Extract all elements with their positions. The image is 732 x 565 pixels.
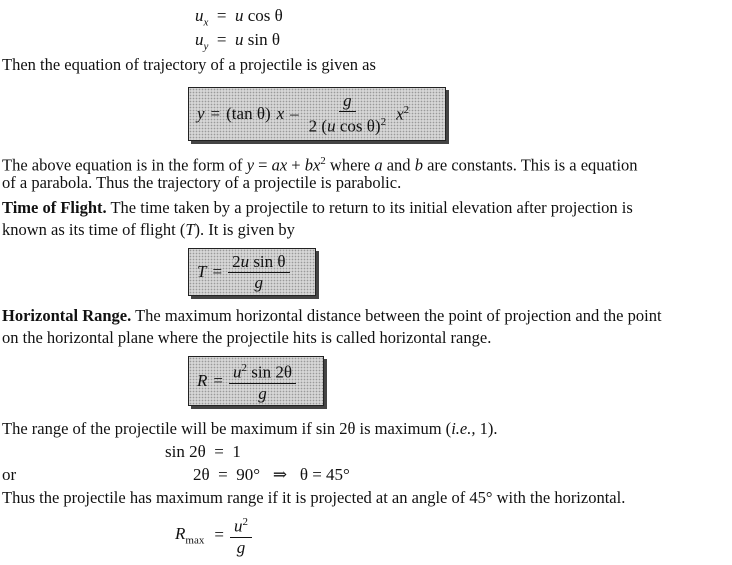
tof-text2a: known as its time of flight ( bbox=[2, 220, 186, 239]
ux-rhs-u: u bbox=[234, 6, 244, 25]
tof-text2b: ). It is given by bbox=[194, 220, 295, 239]
T-eq: = bbox=[212, 262, 223, 281]
R-num-sup: 2 bbox=[241, 362, 247, 375]
eq-2theta-90 bbox=[193, 465, 350, 485]
p3-a: The range of the projectile will be maximum if sin 2θ is maximum ( bbox=[2, 419, 452, 438]
horizontal-range-heading: Horizontal Range. bbox=[2, 306, 132, 325]
rmax-fraction bbox=[230, 512, 252, 558]
uy-eq: = bbox=[216, 30, 227, 49]
p3-ie: i.e., bbox=[451, 419, 476, 438]
sin-rhs: 1 bbox=[232, 442, 241, 461]
traj-x2: x bbox=[396, 104, 404, 124]
horizontal-range-line2: on the horizontal plane where the projectile hits is called horizontal range. bbox=[2, 328, 492, 347]
p2-c: + bbox=[287, 155, 305, 175]
or-label: or bbox=[2, 465, 17, 484]
p2-b: = bbox=[254, 155, 272, 175]
paragraph-parabola-line2: of a parabola. Thus the trajectory of a projectile is parabolic. bbox=[2, 173, 402, 192]
T-lhs: T bbox=[197, 262, 207, 281]
tof-text1: The time taken by a projectile to return to its initial elevation after projection is bbox=[106, 198, 633, 217]
R-num-b: sin 2θ bbox=[246, 362, 292, 382]
ux-rhs-fn: cos θ bbox=[243, 6, 283, 25]
p2-ax: ax bbox=[271, 155, 288, 175]
eq-ux bbox=[195, 6, 283, 28]
time-of-flight-formula-box bbox=[188, 248, 316, 296]
traj-minus: – bbox=[290, 104, 299, 123]
uy-sub: y bbox=[203, 40, 209, 53]
R-eq: = bbox=[213, 371, 223, 390]
p2-a: The above equation is in the form of bbox=[2, 155, 247, 175]
horizontal-range-line1 bbox=[2, 306, 662, 326]
p2-b-italic: b bbox=[414, 155, 423, 175]
p2-a-italic: a bbox=[374, 155, 383, 175]
traj-x: x bbox=[276, 104, 285, 123]
uy-symbol: u bbox=[195, 30, 204, 49]
tof-T: T bbox=[185, 220, 195, 239]
traj-y: y bbox=[197, 104, 205, 123]
eq-rmax bbox=[175, 512, 252, 558]
p2-e: and bbox=[382, 155, 415, 175]
p2-bx: bx bbox=[304, 155, 321, 175]
eq-sin2theta bbox=[165, 442, 241, 462]
traj-den-sup: 2 bbox=[380, 116, 387, 129]
traj-tan: (tan θ) bbox=[226, 104, 271, 123]
traj-fraction bbox=[305, 91, 390, 137]
rmax-eq: = bbox=[214, 524, 224, 544]
T-num-b: sin θ bbox=[249, 251, 286, 271]
R-den: g bbox=[258, 383, 267, 403]
uy-rhs-u: u bbox=[234, 30, 244, 49]
rmax-num-u: u bbox=[233, 516, 243, 536]
traj-eq: = bbox=[210, 104, 221, 123]
implies-symbol: ⇒ bbox=[272, 465, 288, 484]
T-den: g bbox=[254, 272, 264, 292]
sin-lhs: sin 2θ bbox=[165, 442, 206, 461]
rmax-den: g bbox=[236, 537, 246, 557]
trajectory-formula-box bbox=[188, 87, 446, 141]
paragraph-max-range-angle: Thus the projectile has maximum range if it is projected at an angle of 45° with the horizontal. bbox=[2, 488, 626, 507]
p2-sup: 2 bbox=[320, 155, 326, 167]
paragraph-trajectory-intro: Then the equation of trajectory of a projectile is given as bbox=[2, 55, 376, 74]
T-num-a: 2 bbox=[232, 251, 241, 271]
ux-eq: = bbox=[216, 6, 227, 25]
T-fraction bbox=[228, 252, 289, 293]
paragraph-parabola-line1 bbox=[2, 151, 638, 176]
p2-f: are constants. This is a equation bbox=[422, 155, 638, 175]
range-formula-box bbox=[188, 356, 324, 406]
R-num-u: u bbox=[232, 362, 242, 382]
T-num-u: u bbox=[240, 251, 250, 271]
eq-uy bbox=[195, 30, 280, 52]
paragraph-max-range-condition bbox=[2, 419, 497, 439]
traj-den-u: u bbox=[327, 116, 336, 136]
traj-den-a: 2 ( bbox=[308, 116, 328, 136]
traj-den-b: cos θ) bbox=[335, 116, 381, 136]
rmax-sub: max bbox=[185, 534, 205, 547]
R-lhs: R bbox=[197, 371, 208, 390]
or-eq: = bbox=[218, 465, 228, 484]
rmax-R: R bbox=[175, 523, 186, 543]
or-rhs: 90° bbox=[236, 465, 261, 484]
R-fraction bbox=[229, 358, 296, 404]
sin-eq: = bbox=[214, 442, 224, 461]
time-of-flight-line2 bbox=[2, 220, 295, 240]
uy-rhs-fn: sin θ bbox=[243, 30, 280, 49]
p2-d: where bbox=[325, 155, 375, 175]
time-of-flight-line1 bbox=[2, 198, 633, 218]
p2-y: y bbox=[246, 155, 255, 175]
ux-sub: x bbox=[203, 16, 209, 29]
rmax-num-sup: 2 bbox=[242, 516, 248, 528]
or-result: θ = 45° bbox=[299, 465, 350, 484]
or-lhs: 2θ bbox=[193, 465, 210, 484]
ux-symbol: u bbox=[195, 6, 204, 25]
p3-b: 1). bbox=[475, 419, 498, 438]
traj-x2-sup: 2 bbox=[403, 103, 410, 116]
time-of-flight-heading: Time of Flight. bbox=[2, 198, 107, 217]
hr-text1: The maximum horizontal distance between the point of projection and the point bbox=[131, 306, 662, 325]
traj-num: g bbox=[343, 91, 352, 111]
